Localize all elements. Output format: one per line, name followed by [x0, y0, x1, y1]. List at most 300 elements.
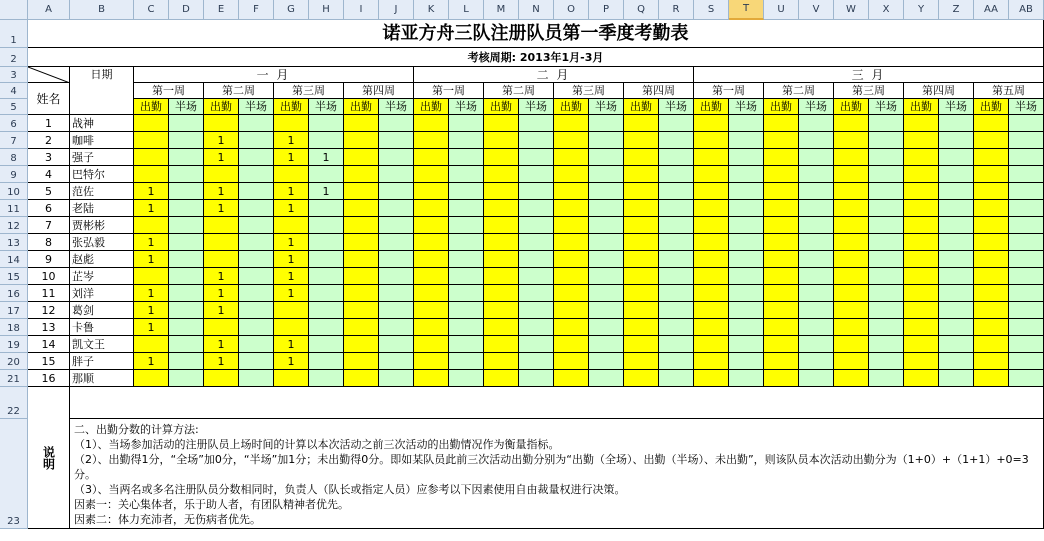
- attend-cell[interactable]: [694, 319, 729, 336]
- attend-cell[interactable]: 1: [134, 353, 169, 370]
- half-cell[interactable]: [939, 200, 974, 217]
- attend-cell[interactable]: [764, 285, 799, 302]
- attend-cell[interactable]: [484, 200, 519, 217]
- attend-cell[interactable]: [204, 319, 239, 336]
- half-cell[interactable]: [519, 353, 554, 370]
- column-header[interactable]: B: [70, 0, 134, 20]
- half-cell[interactable]: [239, 200, 274, 217]
- attend-cell[interactable]: [834, 234, 869, 251]
- half-cell[interactable]: [729, 183, 764, 200]
- half-cell[interactable]: [309, 132, 344, 149]
- half-cell[interactable]: [659, 285, 694, 302]
- attend-cell[interactable]: [834, 217, 869, 234]
- half-cell[interactable]: [449, 200, 484, 217]
- half-cell[interactable]: [519, 149, 554, 166]
- half-cell[interactable]: [659, 302, 694, 319]
- attend-cell[interactable]: [554, 149, 589, 166]
- row-header[interactable]: 16: [0, 285, 28, 302]
- half-cell[interactable]: [869, 234, 904, 251]
- half-cell[interactable]: [379, 302, 414, 319]
- half-cell[interactable]: [169, 115, 204, 132]
- attend-cell[interactable]: [414, 302, 449, 319]
- half-cell[interactable]: [1009, 115, 1044, 132]
- member-name[interactable]: 芷岑: [70, 268, 134, 285]
- half-cell[interactable]: [309, 370, 344, 387]
- half-cell[interactable]: [1009, 353, 1044, 370]
- attend-cell[interactable]: [204, 115, 239, 132]
- half-cell[interactable]: [449, 285, 484, 302]
- row-header[interactable]: 22: [0, 387, 28, 419]
- half-cell[interactable]: [1009, 370, 1044, 387]
- column-header[interactable]: AB: [1009, 0, 1044, 20]
- attend-cell[interactable]: [694, 166, 729, 183]
- half-cell[interactable]: [659, 132, 694, 149]
- attend-cell[interactable]: [834, 183, 869, 200]
- half-cell[interactable]: [659, 268, 694, 285]
- attend-cell[interactable]: [624, 336, 659, 353]
- attend-cell[interactable]: [554, 234, 589, 251]
- half-cell[interactable]: [239, 268, 274, 285]
- half-cell[interactable]: [449, 166, 484, 183]
- half-cell[interactable]: [589, 183, 624, 200]
- attend-cell[interactable]: [624, 234, 659, 251]
- week-header[interactable]: 第一周: [414, 83, 484, 99]
- attend-cell[interactable]: [624, 268, 659, 285]
- half-cell[interactable]: [239, 132, 274, 149]
- half-cell[interactable]: 1: [309, 149, 344, 166]
- half-cell[interactable]: [589, 302, 624, 319]
- half-cell[interactable]: [169, 336, 204, 353]
- attend-cell[interactable]: [764, 336, 799, 353]
- half-cell[interactable]: [729, 132, 764, 149]
- row-header[interactable]: 23: [0, 419, 28, 529]
- half-cell[interactable]: [869, 183, 904, 200]
- blank-row[interactable]: [70, 387, 1044, 419]
- half-cell[interactable]: [1009, 319, 1044, 336]
- notes-label[interactable]: [28, 387, 70, 529]
- attend-cell[interactable]: [904, 132, 939, 149]
- half-header[interactable]: 半场: [1009, 99, 1044, 115]
- half-cell[interactable]: [449, 336, 484, 353]
- half-cell[interactable]: [799, 285, 834, 302]
- week-header[interactable]: 第三周: [834, 83, 904, 99]
- half-cell[interactable]: [869, 336, 904, 353]
- half-cell[interactable]: [169, 285, 204, 302]
- half-cell[interactable]: [379, 183, 414, 200]
- attend-cell[interactable]: 1: [274, 132, 309, 149]
- half-cell[interactable]: [519, 183, 554, 200]
- attend-cell[interactable]: [974, 183, 1009, 200]
- attend-cell[interactable]: [204, 370, 239, 387]
- attend-cell[interactable]: [414, 183, 449, 200]
- half-cell[interactable]: [449, 319, 484, 336]
- half-cell[interactable]: [239, 217, 274, 234]
- half-cell[interactable]: [169, 217, 204, 234]
- half-cell[interactable]: [1009, 183, 1044, 200]
- half-cell[interactable]: [379, 285, 414, 302]
- attend-cell[interactable]: [484, 370, 519, 387]
- attend-cell[interactable]: 1: [204, 149, 239, 166]
- select-all-corner[interactable]: [0, 0, 28, 20]
- attend-cell[interactable]: [134, 336, 169, 353]
- attend-cell[interactable]: [764, 132, 799, 149]
- attend-cell[interactable]: [904, 302, 939, 319]
- attend-cell[interactable]: [204, 234, 239, 251]
- half-cell[interactable]: [869, 319, 904, 336]
- half-cell[interactable]: [869, 370, 904, 387]
- half-cell[interactable]: [449, 149, 484, 166]
- row-header[interactable]: 8: [0, 149, 28, 166]
- attend-cell[interactable]: 1: [204, 200, 239, 217]
- half-cell[interactable]: [309, 285, 344, 302]
- half-cell[interactable]: [169, 370, 204, 387]
- half-cell[interactable]: [449, 302, 484, 319]
- notes-text[interactable]: [70, 419, 1044, 529]
- attend-cell[interactable]: 1: [274, 200, 309, 217]
- week-header[interactable]: 第二周: [764, 83, 834, 99]
- half-cell[interactable]: [1009, 200, 1044, 217]
- attend-cell[interactable]: 1: [204, 336, 239, 353]
- half-cell[interactable]: [589, 336, 624, 353]
- column-header[interactable]: A: [28, 0, 70, 20]
- row-header[interactable]: 2: [0, 48, 28, 67]
- attend-cell[interactable]: [274, 115, 309, 132]
- member-number[interactable]: 9: [28, 251, 70, 268]
- half-cell[interactable]: [309, 234, 344, 251]
- half-cell[interactable]: [239, 183, 274, 200]
- row-header[interactable]: 12: [0, 217, 28, 234]
- half-cell[interactable]: [659, 251, 694, 268]
- half-cell[interactable]: [309, 268, 344, 285]
- attend-cell[interactable]: [834, 353, 869, 370]
- half-cell[interactable]: [449, 353, 484, 370]
- attend-cell[interactable]: [554, 166, 589, 183]
- column-header[interactable]: F: [239, 0, 274, 20]
- attend-cell[interactable]: [134, 149, 169, 166]
- half-cell[interactable]: [519, 319, 554, 336]
- half-cell[interactable]: [799, 268, 834, 285]
- attend-cell[interactable]: [414, 166, 449, 183]
- half-cell[interactable]: [1009, 217, 1044, 234]
- attend-cell[interactable]: [414, 217, 449, 234]
- half-cell[interactable]: [519, 302, 554, 319]
- attend-cell[interactable]: [764, 353, 799, 370]
- half-cell[interactable]: [939, 336, 974, 353]
- half-cell[interactable]: [869, 200, 904, 217]
- attend-cell[interactable]: [204, 251, 239, 268]
- attend-cell[interactable]: [974, 166, 1009, 183]
- attend-cell[interactable]: [344, 149, 379, 166]
- attend-cell[interactable]: [484, 115, 519, 132]
- attend-cell[interactable]: [624, 200, 659, 217]
- attend-cell[interactable]: [274, 370, 309, 387]
- column-header[interactable]: J: [379, 0, 414, 20]
- half-cell[interactable]: [729, 285, 764, 302]
- half-cell[interactable]: [449, 115, 484, 132]
- attend-cell[interactable]: [694, 183, 729, 200]
- attend-cell[interactable]: [904, 166, 939, 183]
- member-name[interactable]: 张弘毅: [70, 234, 134, 251]
- attend-cell[interactable]: [694, 370, 729, 387]
- attend-cell[interactable]: [834, 115, 869, 132]
- half-cell[interactable]: [729, 336, 764, 353]
- half-cell[interactable]: [799, 370, 834, 387]
- attend-cell[interactable]: 1: [274, 234, 309, 251]
- attend-cell[interactable]: [554, 370, 589, 387]
- attend-cell[interactable]: [904, 217, 939, 234]
- date-header[interactable]: 日期: [70, 67, 134, 115]
- half-cell[interactable]: [869, 217, 904, 234]
- half-cell[interactable]: [939, 370, 974, 387]
- half-cell[interactable]: [589, 268, 624, 285]
- attend-cell[interactable]: [554, 251, 589, 268]
- attend-cell[interactable]: [554, 115, 589, 132]
- half-cell[interactable]: [589, 115, 624, 132]
- half-cell[interactable]: [449, 132, 484, 149]
- half-cell[interactable]: [519, 285, 554, 302]
- attend-cell[interactable]: [344, 200, 379, 217]
- half-cell[interactable]: [799, 234, 834, 251]
- half-cell[interactable]: [799, 115, 834, 132]
- attend-cell[interactable]: [834, 336, 869, 353]
- attend-cell[interactable]: [344, 353, 379, 370]
- attend-cell[interactable]: [274, 319, 309, 336]
- half-header[interactable]: 半场: [519, 99, 554, 115]
- attend-cell[interactable]: [414, 336, 449, 353]
- half-cell[interactable]: [169, 353, 204, 370]
- week-header[interactable]: 第五周: [974, 83, 1044, 99]
- member-name[interactable]: 范佐: [70, 183, 134, 200]
- half-cell[interactable]: [659, 370, 694, 387]
- attend-cell[interactable]: [624, 319, 659, 336]
- attend-cell[interactable]: [484, 319, 519, 336]
- member-name[interactable]: 巴特尔: [70, 166, 134, 183]
- half-cell[interactable]: [939, 353, 974, 370]
- half-cell[interactable]: [1009, 132, 1044, 149]
- half-cell[interactable]: [869, 132, 904, 149]
- attend-cell[interactable]: 1: [134, 285, 169, 302]
- attend-cell[interactable]: [414, 132, 449, 149]
- assessment-period[interactable]: 考核周期: 2013年1月-3月: [28, 48, 1044, 67]
- member-number[interactable]: 2: [28, 132, 70, 149]
- attend-cell[interactable]: [204, 166, 239, 183]
- attend-cell[interactable]: [624, 115, 659, 132]
- row-header[interactable]: 5: [0, 99, 28, 115]
- attend-cell[interactable]: [904, 336, 939, 353]
- half-header[interactable]: 半场: [239, 99, 274, 115]
- half-cell[interactable]: [589, 285, 624, 302]
- attend-cell[interactable]: [764, 234, 799, 251]
- sheet-title[interactable]: 诺亚方舟三队注册队员第一季度考勤表: [28, 20, 1044, 48]
- half-cell[interactable]: [799, 336, 834, 353]
- attend-cell[interactable]: [554, 302, 589, 319]
- half-cell[interactable]: [169, 319, 204, 336]
- column-header[interactable]: D: [169, 0, 204, 20]
- half-cell[interactable]: [239, 302, 274, 319]
- week-header[interactable]: 第一周: [134, 83, 204, 99]
- attend-cell[interactable]: [834, 251, 869, 268]
- half-cell[interactable]: [1009, 166, 1044, 183]
- attend-cell[interactable]: 1: [274, 336, 309, 353]
- half-cell[interactable]: [169, 166, 204, 183]
- attend-cell[interactable]: [834, 319, 869, 336]
- month-header[interactable]: 三 月: [694, 67, 1044, 83]
- member-name[interactable]: 赵彪: [70, 251, 134, 268]
- half-cell[interactable]: [659, 336, 694, 353]
- half-cell[interactable]: [449, 370, 484, 387]
- attend-cell[interactable]: [624, 183, 659, 200]
- member-number[interactable]: 11: [28, 285, 70, 302]
- week-header[interactable]: 第二周: [204, 83, 274, 99]
- half-cell[interactable]: [729, 217, 764, 234]
- half-header[interactable]: 半场: [379, 99, 414, 115]
- half-cell[interactable]: [379, 200, 414, 217]
- attend-cell[interactable]: [344, 370, 379, 387]
- attend-cell[interactable]: 1: [204, 132, 239, 149]
- attend-cell[interactable]: [414, 319, 449, 336]
- column-header[interactable]: U: [764, 0, 799, 20]
- half-header[interactable]: 半场: [449, 99, 484, 115]
- attend-cell[interactable]: [764, 302, 799, 319]
- attend-header[interactable]: 出勤: [554, 99, 589, 115]
- half-cell[interactable]: [799, 251, 834, 268]
- member-number[interactable]: 10: [28, 268, 70, 285]
- half-cell[interactable]: [309, 115, 344, 132]
- column-header[interactable]: O: [554, 0, 589, 20]
- column-header[interactable]: S: [694, 0, 729, 20]
- attend-cell[interactable]: [694, 302, 729, 319]
- attend-cell[interactable]: [554, 319, 589, 336]
- half-cell[interactable]: [729, 115, 764, 132]
- column-header[interactable]: G: [274, 0, 309, 20]
- attend-cell[interactable]: [694, 132, 729, 149]
- name-header[interactable]: 姓名: [28, 83, 70, 115]
- half-cell[interactable]: [169, 251, 204, 268]
- half-cell[interactable]: [729, 200, 764, 217]
- half-cell[interactable]: [659, 234, 694, 251]
- half-cell[interactable]: [379, 336, 414, 353]
- attend-cell[interactable]: [694, 200, 729, 217]
- attend-cell[interactable]: [904, 115, 939, 132]
- attend-header[interactable]: 出勤: [484, 99, 519, 115]
- row-header[interactable]: 3: [0, 67, 28, 83]
- attend-cell[interactable]: 1: [204, 268, 239, 285]
- attend-cell[interactable]: [694, 251, 729, 268]
- row-header[interactable]: 14: [0, 251, 28, 268]
- attend-cell[interactable]: [904, 285, 939, 302]
- attend-cell[interactable]: [134, 132, 169, 149]
- attend-cell[interactable]: [834, 370, 869, 387]
- half-cell[interactable]: [169, 302, 204, 319]
- attend-cell[interactable]: [834, 302, 869, 319]
- attend-cell[interactable]: [694, 234, 729, 251]
- column-header[interactable]: Z: [939, 0, 974, 20]
- half-cell[interactable]: [799, 132, 834, 149]
- half-cell[interactable]: 1: [309, 183, 344, 200]
- half-cell[interactable]: [239, 285, 274, 302]
- member-name[interactable]: 咖啡: [70, 132, 134, 149]
- half-cell[interactable]: [169, 200, 204, 217]
- half-cell[interactable]: [309, 251, 344, 268]
- half-cell[interactable]: [799, 353, 834, 370]
- attend-cell[interactable]: [624, 132, 659, 149]
- attend-cell[interactable]: [764, 319, 799, 336]
- half-cell[interactable]: [869, 115, 904, 132]
- half-cell[interactable]: [659, 115, 694, 132]
- attend-cell[interactable]: [344, 336, 379, 353]
- half-cell[interactable]: [379, 149, 414, 166]
- column-header[interactable]: T: [729, 0, 764, 20]
- attend-cell[interactable]: [414, 115, 449, 132]
- attend-cell[interactable]: [484, 268, 519, 285]
- column-header[interactable]: N: [519, 0, 554, 20]
- attend-cell[interactable]: [414, 285, 449, 302]
- attend-cell[interactable]: [344, 302, 379, 319]
- attend-cell[interactable]: [414, 149, 449, 166]
- week-header[interactable]: 第三周: [554, 83, 624, 99]
- half-cell[interactable]: [239, 115, 274, 132]
- half-cell[interactable]: [309, 319, 344, 336]
- member-number[interactable]: 8: [28, 234, 70, 251]
- half-cell[interactable]: [589, 370, 624, 387]
- half-cell[interactable]: [729, 234, 764, 251]
- row-header[interactable]: 13: [0, 234, 28, 251]
- column-header[interactable]: R: [659, 0, 694, 20]
- attend-cell[interactable]: [764, 217, 799, 234]
- attend-cell[interactable]: [484, 217, 519, 234]
- half-cell[interactable]: [729, 166, 764, 183]
- half-header[interactable]: 半场: [799, 99, 834, 115]
- half-cell[interactable]: [659, 200, 694, 217]
- week-header[interactable]: 第三周: [274, 83, 344, 99]
- half-cell[interactable]: [939, 166, 974, 183]
- half-cell[interactable]: [309, 200, 344, 217]
- half-cell[interactable]: [169, 268, 204, 285]
- column-header[interactable]: P: [589, 0, 624, 20]
- half-cell[interactable]: [1009, 268, 1044, 285]
- month-header[interactable]: 一 月: [134, 67, 414, 83]
- half-cell[interactable]: [589, 217, 624, 234]
- half-cell[interactable]: [1009, 285, 1044, 302]
- attend-cell[interactable]: [134, 115, 169, 132]
- half-cell[interactable]: [729, 302, 764, 319]
- column-header[interactable]: Y: [904, 0, 939, 20]
- half-cell[interactable]: [869, 166, 904, 183]
- attend-cell[interactable]: [624, 370, 659, 387]
- row-header[interactable]: 4: [0, 83, 28, 99]
- attend-cell[interactable]: 1: [274, 285, 309, 302]
- half-cell[interactable]: [799, 149, 834, 166]
- half-cell[interactable]: [1009, 251, 1044, 268]
- attend-cell[interactable]: [834, 200, 869, 217]
- member-name[interactable]: 刘洋: [70, 285, 134, 302]
- attend-cell[interactable]: [134, 166, 169, 183]
- half-header[interactable]: 半场: [939, 99, 974, 115]
- week-header[interactable]: 第四周: [344, 83, 414, 99]
- attend-cell[interactable]: 1: [204, 353, 239, 370]
- attend-cell[interactable]: [694, 336, 729, 353]
- week-header[interactable]: 第二周: [484, 83, 554, 99]
- row-header[interactable]: 21: [0, 370, 28, 387]
- attend-header[interactable]: 出勤: [204, 99, 239, 115]
- half-cell[interactable]: [1009, 149, 1044, 166]
- half-cell[interactable]: [239, 370, 274, 387]
- member-name[interactable]: 那顺: [70, 370, 134, 387]
- week-header[interactable]: 第一周: [694, 83, 764, 99]
- half-cell[interactable]: [799, 302, 834, 319]
- half-cell[interactable]: [589, 319, 624, 336]
- diagonal-header-cell[interactable]: [28, 67, 70, 83]
